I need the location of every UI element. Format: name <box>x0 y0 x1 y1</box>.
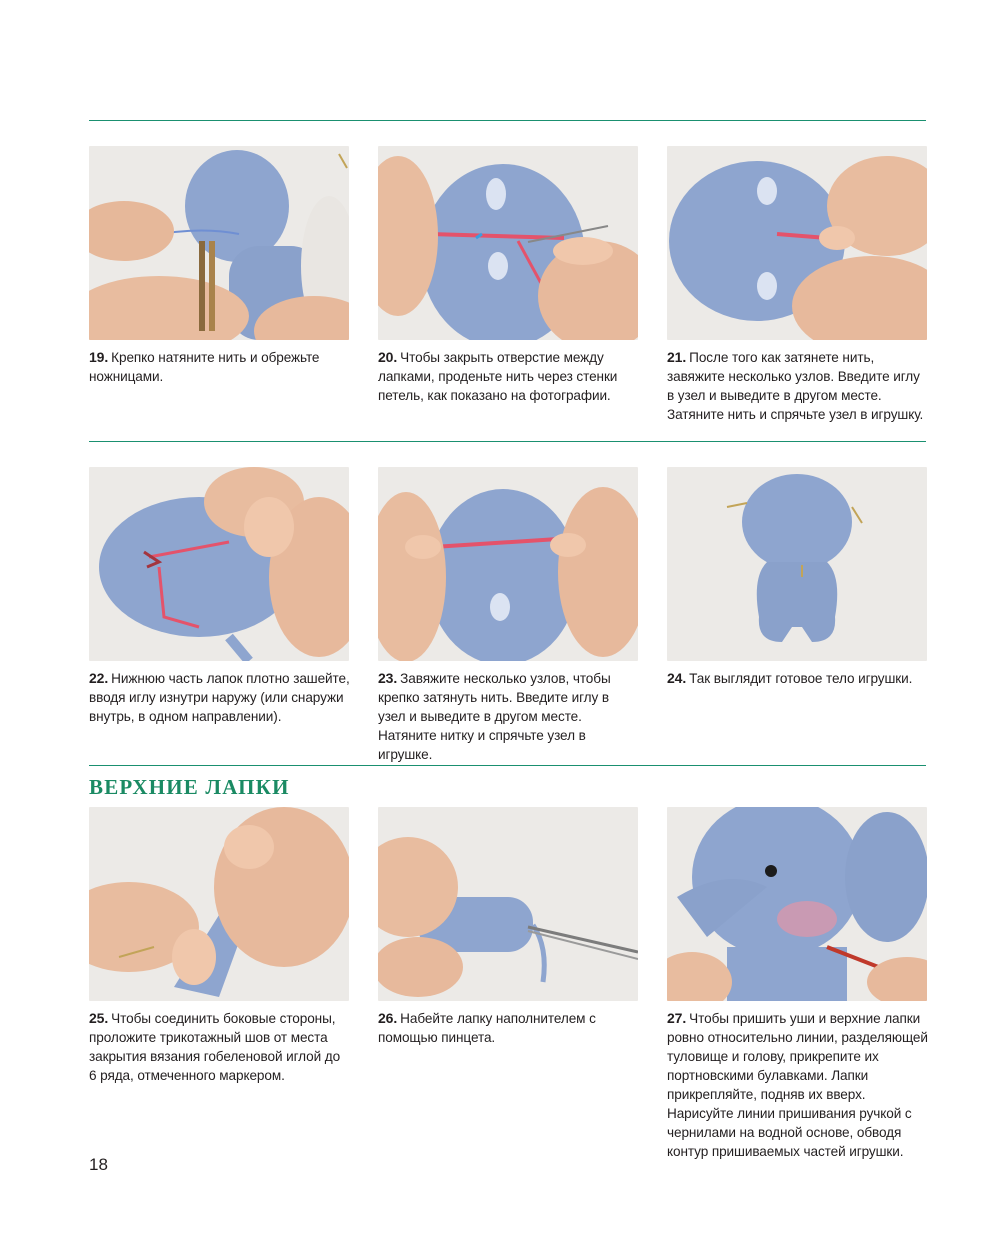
step-23-photo <box>378 467 638 661</box>
divider-row-2 <box>89 441 926 442</box>
step-25-photo <box>89 807 349 1001</box>
step-26-photo <box>378 807 638 1001</box>
step-24-text: Так выглядит готовое тело игрушки. <box>689 671 913 686</box>
step-21-caption <box>667 348 929 424</box>
step-23-number: 23. <box>378 670 398 686</box>
step-21-photo <box>667 146 927 340</box>
step-19-text: Крепко натяните нить и обрежьте ножницами. <box>89 350 320 384</box>
step-23-text: Завяжите несколько узлов, чтобы крепко затянуть нить. Введите иглу в узел и выведите в другом месте. Натяните нитку и спрячьте узел в игрушке. <box>378 671 611 762</box>
step-22-number: 22. <box>89 670 109 686</box>
step-20-text: Чтобы закрыть отверстие между лапками, проденьте нить через стенки петель, как показано на фотографии. <box>378 350 618 403</box>
step-26-number: 26. <box>378 1010 398 1026</box>
step-20-number: 20. <box>378 349 398 365</box>
step-27-photo <box>667 807 927 1001</box>
step-21-text: После того как затянете нить, завяжите несколько узлов. Введите иглу в узел и выведите в другом месте. Затяните нить и спрячьте узел в игрушку. <box>667 350 924 422</box>
step-22-photo <box>89 467 349 661</box>
step-22-caption <box>89 669 351 726</box>
step-20-caption <box>378 348 640 405</box>
step-26-caption <box>378 1009 640 1047</box>
step-27-caption <box>667 1009 929 1161</box>
step-19-number: 19. <box>89 349 109 365</box>
step-21-number: 21. <box>667 349 687 365</box>
step-20-photo <box>378 146 638 340</box>
divider-section <box>89 765 926 766</box>
top-divider <box>89 120 926 121</box>
step-23-caption <box>378 669 640 764</box>
step-25-caption <box>89 1009 351 1085</box>
step-22-text: Нижнюю часть лапок плотно зашейте, вводя иглу изнутри наружу (или снаружи внутрь, в одном направлении). <box>89 671 350 724</box>
section-title: ВЕРХНИЕ ЛАПКИ <box>89 775 290 799</box>
step-27-number: 27. <box>667 1010 687 1026</box>
step-19-photo <box>89 146 349 340</box>
step-24-caption <box>667 669 929 688</box>
step-25-text: Чтобы соединить боковые стороны, проложите трикотажный шов от места закрытия вязания гобеленовой иглой до 6 ряда, отмеченного маркером. <box>89 1011 341 1083</box>
step-24-photo <box>667 467 927 661</box>
step-27-text: Чтобы пришить уши и верхние лапки ровно относительно линии, разделяющей туловище и голову, прикрепите их портновскими булавками. Лапки прикрепляйте, подняв их вверх. Нарисуйте линии пришивания ручкой с чернилами на водной основе, обводя контур пришиваемых частей игрушки. <box>667 1011 928 1159</box>
step-25-number: 25. <box>89 1010 109 1026</box>
page-number: 18 <box>89 1155 108 1174</box>
step-24-number: 24. <box>667 670 687 686</box>
step-26-text: Набейте лапку наполнителем с помощью пинцета. <box>378 1011 596 1045</box>
step-19-caption <box>89 348 351 386</box>
